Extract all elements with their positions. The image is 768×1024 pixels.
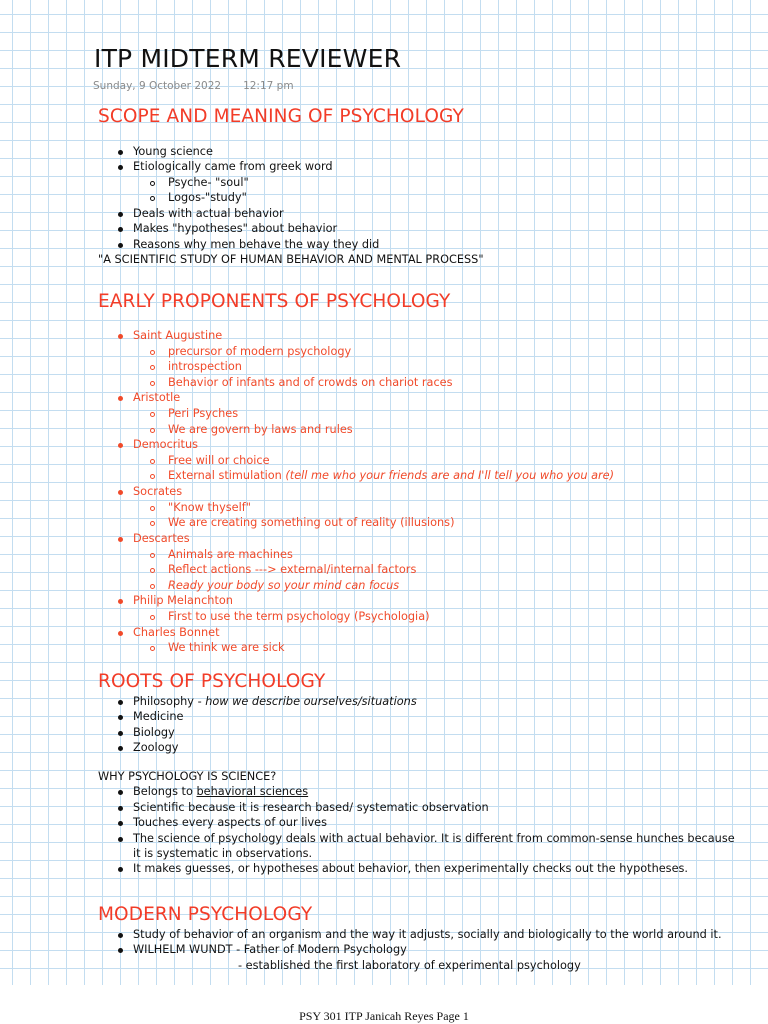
sub-bullet-icon [150,459,155,464]
proponent-name: Democritus [133,438,199,451]
note-line: Ready your body so your mind can focus [168,579,400,592]
note-line: Behavior of infants and of crowds on chariot races [168,376,453,389]
sub-bullet-icon [150,365,155,370]
proponent-name: Descartes [133,532,190,545]
page-date: Sunday, 9 October 2022 [93,80,222,92]
page-timestamp [93,80,294,92]
note-line: Psyche- "soul" [168,176,249,189]
proponent-name: Aristotle [133,391,181,404]
note-line: Makes "hypotheses" about behavior [133,222,338,235]
section-heading-scope: SCOPE AND MEANING OF PSYCHOLOGY [98,106,464,127]
bullet-icon [118,165,123,170]
bullet-icon [118,490,123,495]
proponent-name: Charles Bonnet [133,626,220,639]
sub-bullet-icon [150,568,155,573]
bullet-icon [118,933,123,938]
note-line [133,694,417,710]
note-line: Peri Psyches [168,407,239,420]
proponent-name: Socrates [133,485,183,498]
section-heading-modern: MODERN PSYCHOLOGY [98,904,313,925]
note-text: External stimulation [168,469,286,482]
proponent-name: Philip Melanchton [133,594,233,607]
note-line: Biology [133,726,175,739]
note-line [168,468,614,484]
bullet-icon [118,806,123,811]
sub-bullet-icon [150,196,155,201]
page-title: ITP MIDTERM REVIEWER [94,44,402,73]
note-line-continued: it is systematic in observations. [133,847,313,860]
note-line: Reflect actions ---> external/internal factors [168,563,417,576]
note-line: Zoology [133,741,179,754]
note-italic: (tell me who your friends are and I'll tell you who you are) [285,469,615,482]
bullet-icon [118,837,123,842]
bullet-icon [118,150,123,155]
note-line [133,784,308,800]
sub-bullet-icon [150,350,155,355]
note-line: introspection [168,360,242,373]
bullet-icon [118,243,123,248]
note-line: WILHELM WUNDT - Father of Modern Psychology [133,943,407,956]
note-line: We are creating something out of reality (illusions) [168,516,455,529]
bullet-icon [118,334,123,339]
note-line: Deals with actual behavior [133,207,284,220]
section-heading-roots: ROOTS OF PSYCHOLOGY [98,671,326,692]
bullet-icon [118,212,123,217]
note-line: Animals are machines [168,548,293,561]
note-line: It makes guesses, or hypotheses about behavior, then experimentally checks out the hypotheses. [133,862,688,875]
bullet-icon [118,396,123,401]
bullet-icon [118,631,123,636]
bullet-icon [118,715,123,720]
note-line: Touches every aspects of our lives [133,816,327,829]
note-line: Reasons why men behave the way they did [133,238,380,251]
proponent-name: Saint Augustine [133,329,223,342]
note-line: Medicine [133,710,184,723]
note-line: First to use the term psychology (Psychologia) [168,610,430,623]
sub-bullet-icon [150,521,155,526]
sub-bullet-icon [150,412,155,417]
note-text: Belongs to [133,785,197,798]
subheading-why-science: WHY PSYCHOLOGY IS SCIENCE? [98,770,277,783]
bullet-icon [118,443,123,448]
bullet-icon [118,948,123,953]
bullet-icon [118,599,123,604]
note-line: "Know thyself" [168,501,251,514]
underlined-term: behavioral sciences [196,785,309,798]
sub-bullet-icon [150,181,155,186]
note-line: Young science [133,145,213,158]
sub-bullet-icon [150,553,155,558]
sub-bullet-icon [150,584,155,589]
sub-bullet-icon [150,474,155,479]
sub-bullet-icon [150,615,155,620]
section-heading-proponents: EARLY PROPONENTS OF PSYCHOLOGY [98,291,451,312]
sub-bullet-icon [150,506,155,511]
bullet-icon [118,700,123,705]
sub-bullet-icon [150,381,155,386]
note-line: Etiologically came from greek word [133,160,333,173]
bullet-icon [118,746,123,751]
bullet-icon [118,821,123,826]
note-line: Logos-"study" [168,191,247,204]
bullet-icon [118,731,123,736]
note-line: Study of behavior of an organism and the way it adjusts, socially and biologically to the world around it. [133,928,722,941]
bullet-icon [118,867,123,872]
page-time: 12:17 pm [243,80,294,92]
note-line: We are govern by laws and rules [168,423,353,436]
sub-bullet-icon [150,646,155,651]
page-footer: PSY 301 ITP Janicah Reyes Page 1 [299,1009,469,1023]
sub-bullet-icon [150,428,155,433]
note-line: precursor of modern psychology [168,345,352,358]
note-line: The science of psychology deals with actual behavior. It is different from common-sense hunches because [133,832,735,845]
note-line: Scientific because it is research based/ systematic observation [133,801,489,814]
note-line: We think we are sick [168,641,285,654]
definition-quote: "A SCIENTIFIC STUDY OF HUMAN BEHAVIOR AND MENTAL PROCESS" [98,253,484,266]
bullet-icon [118,790,123,795]
bullet-icon [118,227,123,232]
note-line-continued: - established the first laboratory of experimental psychology [238,959,581,972]
note-italic: how we describe ourselves/situations [205,695,417,708]
bullet-icon [118,537,123,542]
note-line: Free will or choice [168,454,270,467]
note-text: Philosophy - [133,695,206,708]
